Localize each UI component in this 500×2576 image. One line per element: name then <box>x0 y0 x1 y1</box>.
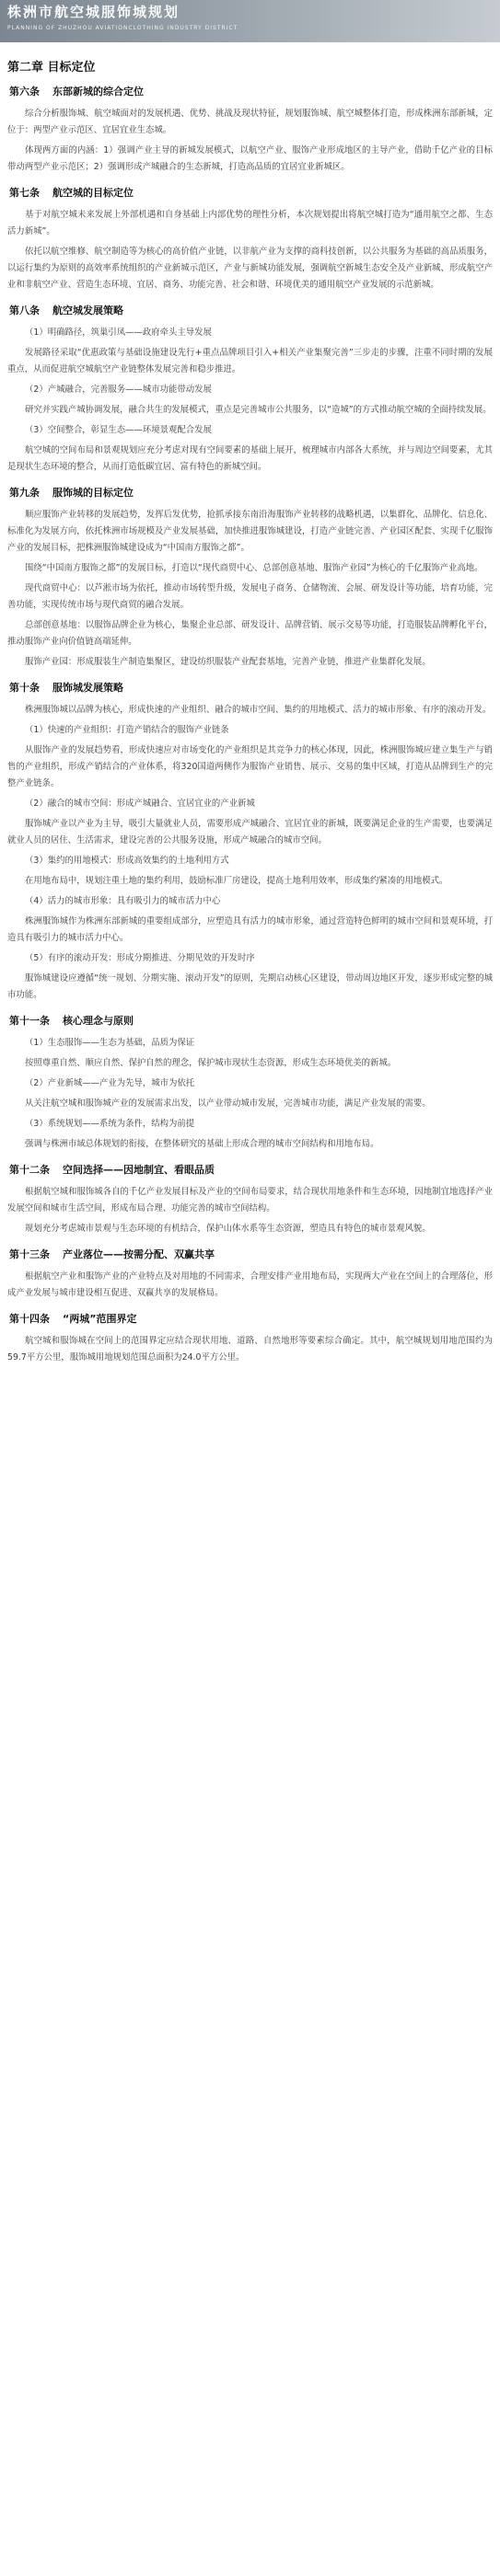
header-banner <box>0 0 500 42</box>
article-paragraph: 服饰城产业以产业为主导，吸引大量就业人员，需要形成产城融合、宜居宜业的新城，既要满足企业的生产需要，也要满足就业人员的居住、生活需求，建设完善的公共服务设施，形成产城融合的城市空间。 <box>7 819 493 845</box>
article-section <box>7 485 493 671</box>
article-heading <box>9 680 493 695</box>
article-title: 航空城发展策略 <box>52 305 123 316</box>
article-title: 航空城的目标定位 <box>52 187 134 199</box>
article-paragraph: （3）系统规划——系统为条件，结构为前提 <box>25 1119 195 1129</box>
article-number: 第八条 <box>9 305 40 316</box>
article-paragraph: 从关注航空城和服饰城产业的发展需求出发，以产业带动城市发展，完善城市功能，满足产业发展的需要。 <box>25 1098 431 1109</box>
article-title: 服饰城的目标定位 <box>52 487 134 499</box>
article-paragraph: （2）融合的城市空间：形成产城融合、宜居宜业的产业新城 <box>25 799 255 809</box>
article-paragraph: 根据航空城和服饰城各自的千亿产业发展目标及产业的空间布局要求，结合现状用地条件和生态环境，因地制宜地选择产业发展空间和城市生活空间，形成布局合理、功能完善的城市空间结构。 <box>7 1187 493 1213</box>
article-number: 第七条 <box>9 187 40 199</box>
article-paragraph: 航空城和服饰城在空间上的范围界定应结合现状用地、道路、自然地形等要素综合确定。其中，航空城规划用地范围约为59.7平方公里，服饰城用地规划范围总面积为24.0平方公里。 <box>7 1336 493 1363</box>
article-number: 第十条 <box>9 682 40 694</box>
article-heading <box>9 84 493 98</box>
article-heading <box>9 1162 493 1177</box>
article-section <box>7 1013 493 1153</box>
article-heading <box>9 1013 493 1028</box>
chapter-title: 第二章 目标定位 <box>7 61 96 75</box>
article-paragraph: 基于对航空城未来发展上外部机遇和自身基础上内部优势的理性分析，本次规划提出将航空城打造为“通用航空之都、生态活力新城”。 <box>7 210 493 236</box>
article-paragraph: 总部创意基地：以服饰品牌企业为核心，集聚企业总部、研发设计、品牌营销、展示交易等功能，打造服装品牌孵化平台，推动服饰产业向价值链高端延伸。 <box>7 620 493 647</box>
article-paragraph: 现代商贸中心：以芦淞市场为依托，推动市场转型升级，发展电子商务、仓储物流、会展、研发设计等功能，培育功能，完善功能，实现传统市场与现代商贸的融合发展。 <box>7 583 493 610</box>
article-paragraph: 研究并实践产城协调发展，融合共生的发展模式，重点是完善城市公共服务，以“造城”的方式推动航空城的全面持续发展。 <box>25 405 492 415</box>
article-number: 第十二条 <box>9 1164 50 1176</box>
article-number: 第九条 <box>9 487 40 499</box>
article-paragraph: （1）快速的产业组织：打造产销结合的服饰产业链条 <box>25 725 229 735</box>
article-title: 服饰城发展策略 <box>52 682 123 694</box>
article-title: 产业落位——按需分配、双赢共享 <box>63 1248 215 1260</box>
article-paragraph: 综合分析服饰城、航空城面对的发展机遇、优势、挑战及现状特征，规划服饰城、航空城整体打造，形成株洲东部新城，定位于：两型产业示范区、宜居宜业生态城。 <box>7 109 493 135</box>
article-paragraph: （4）活力的城市形象：具有吸引力的城市活力中心 <box>25 896 221 906</box>
article-section <box>7 1311 493 1366</box>
article-heading <box>9 303 493 317</box>
article-paragraph: 依托以航空维修、航空制造等为核心的高价值产业链，以非航产业为支撑的商科技创新，以公共服务为基础的高品质服务，以运行集约为原则的高效率系统组织的产业新城示范区，产业与新城功能发展，强调航空新城生态安全及产业新城、形成航空产业和非航空产业、营造生态环境、宜居、商务、功能完善、社会和谐、环境优美的通用航空产业发展的示范新城。 <box>7 247 493 290</box>
article-section <box>7 1162 493 1237</box>
article-number: 第十四条 <box>9 1313 50 1325</box>
article-paragraph: 顺应服饰产业转移的发展趋势，发挥后发优势，抢抓承接东南沿海服饰产业转移的战略机遇，以集群化、品牌化、信息化、标准化为发展方向，依托株洲市场规模及产业发展基础，加快推进服饰城建设，打造产业链完善、产业园区配套、实现千亿服饰产业的发展目标，把株洲服饰城建设成为“中国南方服饰之都”。 <box>7 510 493 553</box>
article-number: 第十三条 <box>9 1248 50 1260</box>
article-paragraph: （5）有序的滚动开发：形成分期推进、分期见效的开发时序 <box>25 953 255 963</box>
article-paragraph: 航空城的空间布局和景观规划应充分考虑对现有空间要素的基础上展开，梳理城市内部各大系统，并与周边空间要素，尤其是现状生态环境的整合，从而打造低碳宜居、富有特色的新城空间。 <box>7 445 493 472</box>
document-body <box>0 42 500 1388</box>
article-paragraph: 株洲服饰城以品牌为核心，形成快速的产业组织、融合的城市空间、集约的用地模式、活力的城市形象、有序的滚动开发。 <box>25 705 492 715</box>
article-paragraph: 服饰产业园：形成服装生产制造集聚区，建设纺织服装产业配套基地，完善产业链，推进产业集群化发展。 <box>25 657 431 667</box>
article-title: “两城”范围界定 <box>63 1313 137 1325</box>
article-paragraph: （2）产城融合，完善服务——城市功能带动发展 <box>25 385 212 395</box>
header-subtitle: PLANNING OF ZHUZHOU AVIATIONCLOTHING INDUSTRY DISTRICT <box>7 25 238 31</box>
article-section <box>7 185 493 293</box>
article-paragraph: （1）明确路径，筑巢引凤——政府牵头主导发展 <box>25 328 212 338</box>
article-paragraph: 发展路径采取“优惠政策与基础设施建设先行+重点品牌项目引入+相关产业集聚完善”三步走的步骤，注重不同时期的发展重点，从而促进航空城航空产业链整体发展完善和稳步推进。 <box>7 348 493 374</box>
article-title: 东部新城的综合定位 <box>52 86 144 98</box>
header-title: 株洲市航空城服饰城规划 <box>7 4 180 20</box>
article-list <box>7 84 493 1366</box>
article-paragraph: 规划充分考虑城市景观与生态环境的有机结合，保护山体水系等生态资源，塑造具有特色的城市景观风貌。 <box>25 1224 431 1234</box>
article-paragraph: 按照尊重自然、顺应自然、保护自然的理念，保护城市现状生态资源，形成生态环境优美的新城。 <box>25 1058 397 1068</box>
article-paragraph: 体现两方面的内涵：1）强调产业主导的新城发展模式，以航空产业、服饰产业形成地区的主导产业，借助千亿产业的目标带动两型产业示范区；2）强调形成产城融合的生态新城，打造高品质的宜居宜业新城区。 <box>7 145 493 172</box>
article-paragraph: 服饰城建设应遵循“统一规划、分期实施、滚动开发”的原则，先期启动核心区建设，带动周边地区开发，逐步形成完整的城市功能。 <box>7 973 493 1000</box>
article-paragraph: 强调与株洲市域总体规划的衔接，在整体研究的基础上形成合理的城市空间结构和用地布局。 <box>25 1139 379 1149</box>
article-paragraph: （3）空间整合，彰显生态——环境景观配合发展 <box>25 425 212 435</box>
article-paragraph: （3）集约的用地模式：形成高效集约的土地利用方式 <box>25 856 229 866</box>
article-heading <box>9 1247 493 1261</box>
article-title: 空间选择——因地制宜、看眼品质 <box>63 1164 215 1176</box>
article-paragraph: （1）生态服饰——生态为基础，品质为保证 <box>25 1038 195 1048</box>
article-paragraph: （2）产业新城——产业为先导，城市为依托 <box>25 1078 195 1088</box>
article-section <box>7 303 493 476</box>
article-number: 第六条 <box>9 86 40 98</box>
article-heading <box>9 1311 493 1326</box>
article-heading <box>9 185 493 200</box>
article-section <box>7 1247 493 1302</box>
article-paragraph: 株洲服饰城作为株洲东部新城的重要组成部分，应塑造具有活力的城市形象，通过营造特色鲜明的城市空间和景观环境，打造具有吸引力的城市活力中心。 <box>7 916 493 943</box>
article-section <box>7 84 493 176</box>
article-section <box>7 680 493 1004</box>
article-paragraph: 从服饰产业的发展趋势看，形成快速应对市场变化的产业组织是其竞争力的核心体现，因此，株洲服饰城应建立集生产与销售的产业组织，形成产销结合的产业体系，将320国道两侧作为服饰产业销售、展示、交易的集中区域，打造从品牌到生产的完整产业链条。 <box>7 745 493 788</box>
article-paragraph: 围绕“中国南方服饰之都”的发展目标，打造以“现代商贸中心、总部创意基地、服饰产业园”为核心的千亿服饰产业高地。 <box>25 563 483 573</box>
article-heading <box>9 485 493 500</box>
article-paragraph: 根据航空产业和服饰产业的产业特点及对用地的不同需求，合理安排产业用地布局，实现两大产业在空间上的合理落位，形成产业发展与城市建设相互促进、双赢共享的发展格局。 <box>7 1271 493 1298</box>
article-paragraph: 在用地布局中，规划注重土地的集约利用，鼓励标准厂房建设，提高土地利用效率，形成集约紧凑的用地模式。 <box>25 876 448 886</box>
article-title: 核心理念与原则 <box>63 1015 134 1027</box>
article-number: 第十一条 <box>9 1015 50 1027</box>
